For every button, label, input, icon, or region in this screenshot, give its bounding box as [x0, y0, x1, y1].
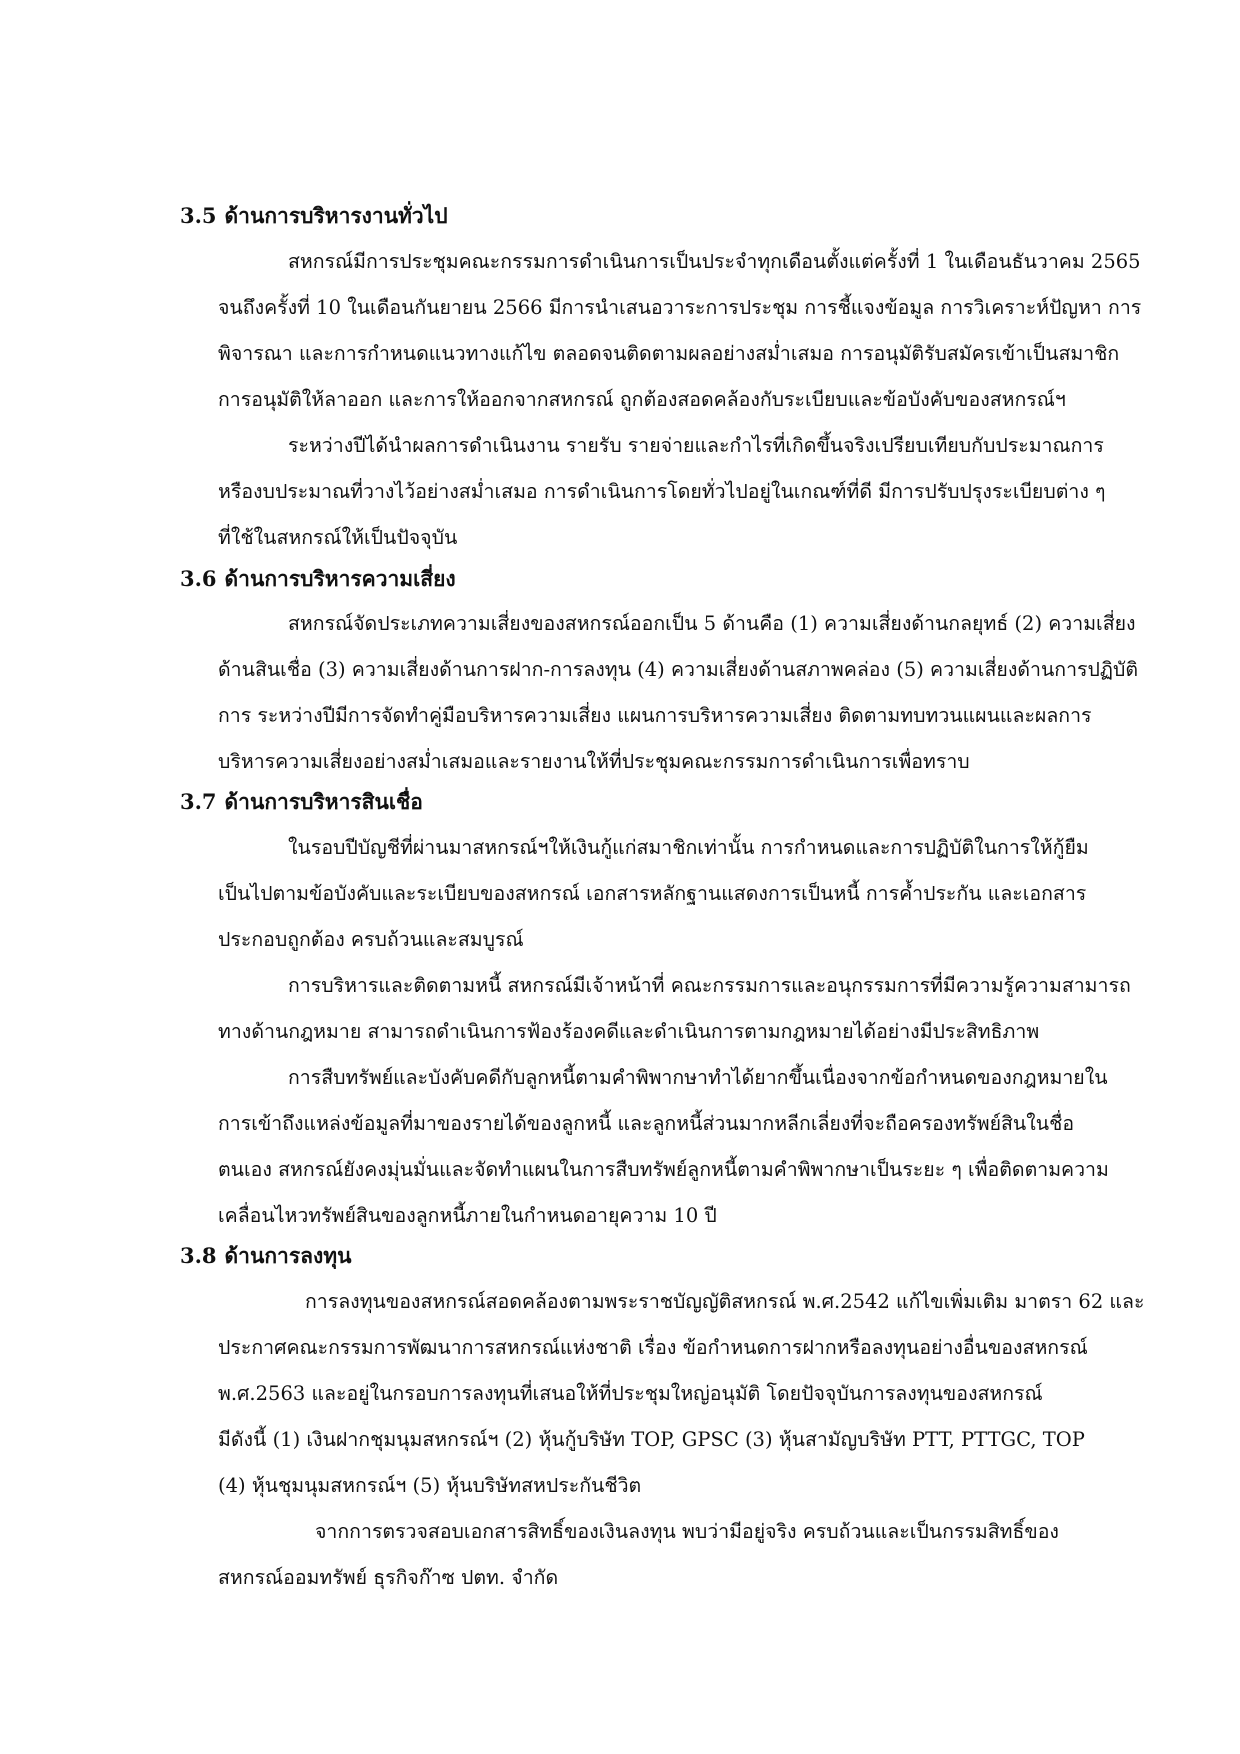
section-title: ด้านการบริหารงานทั่วไป [224, 203, 448, 228]
section-heading [180, 1240, 351, 1273]
section-number: 3.7 [180, 789, 217, 814]
paragraph-line: จนถึงครั้งที่ 10 ในเดือนกันยายน 2566 มีการนำเสนอวาระการประชุม การชี้แจงข้อมูล การวิเคราะห์ปัญหา การ [218, 296, 1142, 319]
paragraph-line: (4) หุ้นชุมนุมสหกรณ์ฯ (5) หุ้นบริษัทสหประกันชีวิต [218, 1474, 642, 1497]
section-title: ด้านการบริหารสินเชื่อ [224, 789, 423, 814]
paragraph-line: หรืองบประมาณที่วางไว้อย่างสม่ำเสมอ การดำเนินการโดยทั่วไปอยู่ในเกณฑ์ที่ดี มีการปรับปรุงระเบียบต่าง ๆ [218, 480, 1106, 503]
paragraph-line: เคลื่อนไหวทรัพย์สินของลูกหนี้ภายในกำหนดอายุความ 10 ปี [218, 1204, 717, 1227]
paragraph-line: ประกาศคณะกรรมการพัฒนาการสหกรณ์แห่งชาติ เรื่อง ข้อกำหนดการฝากหรือลงทุนอย่างอื่นของสหกรณ์ [218, 1336, 1088, 1359]
paragraph-line: ประกอบถูกต้อง ครบถ้วนและสมบูรณ์ [218, 928, 524, 951]
paragraph-line: พ.ศ.2563 และอยู่ในกรอบการลงทุนที่เสนอให้ที่ประชุมใหญ่อนุมัติ โดยปัจจุบันการลงทุนของสหกรณ์ [218, 1382, 1043, 1405]
paragraph-line: ที่ใช้ในสหกรณ์ให้เป็นปัจจุบัน [218, 526, 458, 549]
paragraph-line: การบริหารและติดตามหนี้ สหกรณ์มีเจ้าหน้าที่ คณะกรรมการและอนุกรรมการที่มีความรู้ความสามารถ [288, 974, 1131, 997]
paragraph-line: บริหารความเสี่ยงอย่างสม่ำเสมอและรายงานให้ที่ประชุมคณะกรรมการดำเนินการเพื่อทราบ [218, 750, 970, 773]
section-title: ด้านการบริหารความเสี่ยง [224, 566, 456, 591]
paragraph-line: การอนุมัติให้ลาออก และการให้ออกจากสหกรณ์ ถูกต้องสอดคล้องกับระเบียบและข้อบังคับของสหกรณ์ฯ [218, 388, 1066, 411]
paragraph-line: การเข้าถึงแหล่งข้อมูลที่มาของรายได้ของลูกหนี้ และลูกหนี้ส่วนมากหลีกเลี่ยงที่จะถือครองทรัพย์สินในชื่อ [218, 1112, 1075, 1135]
section-number: 3.5 [180, 203, 217, 228]
paragraph-line: สหกรณ์จัดประเภทความเสี่ยงของสหกรณ์ออกเป็น 5 ด้านคือ (1) ความเสี่ยงด้านกลยุทธ์ (2) ความเสี่ยง [288, 612, 1136, 635]
paragraph-line: สหกรณ์ออมทรัพย์ ธุรกิจก๊าซ ปตท. จำกัด [218, 1566, 559, 1589]
paragraph-line: ตนเอง สหกรณ์ยังคงมุ่นมั่นและจัดทำแผนในการสืบทรัพย์ลูกหนี้ตามคำพิพากษาเป็นระยะ ๆ เพื่อติดตามความ [218, 1158, 1109, 1181]
paragraph-line: การลงทุนของสหกรณ์สอดคล้องตามพระราชบัญญัติสหกรณ์ พ.ศ.2542 แก้ไขเพิ่มเติม มาตรา 62 และ [305, 1290, 1145, 1313]
paragraph-line: พิจารณา และการกำหนดแนวทางแก้ไข ตลอดจนติดตามผลอย่างสม่ำเสมอ การอนุมัติรับสมัครเข้าเป็นสมาชิก [218, 342, 1120, 365]
paragraph-line: ในรอบปีบัญชีที่ผ่านมาสหกรณ์ฯให้เงินกู้แก่สมาชิกเท่านั้น การกำหนดและการปฏิบัติในการให้กู้ยืม [288, 836, 1089, 859]
paragraph-line: การ ระหว่างปีมีการจัดทำคู่มือบริหารความเสี่ยง แผนการบริหารความเสี่ยง ติดตามทบทวนแผนและผลการ [218, 704, 1092, 727]
section-heading [180, 563, 456, 596]
paragraph-line: สหกรณ์มีการประชุมคณะกรรมการดำเนินการเป็นประจำทุกเดือนตั้งแต่ครั้งที่ 1 ในเดือนธันวาคม 2565 [288, 250, 1141, 273]
paragraph-line: ทางด้านกฎหมาย สามารถดำเนินการฟ้องร้องคดีและดำเนินการตามกฎหมายได้อย่างมีประสิทธิภาพ [218, 1020, 1040, 1043]
section-heading [180, 200, 448, 233]
section-number: 3.8 [180, 1243, 217, 1268]
paragraph-line: จากการตรวจสอบเอกสารสิทธิ์ของเงินลงทุน พบว่ามีอยู่จริง ครบถ้วนและเป็นกรรมสิทธิ์ของ [315, 1520, 1059, 1543]
section-number: 3.6 [180, 566, 217, 591]
paragraph-line: ระหว่างปีได้นำผลการดำเนินงาน รายรับ รายจ่ายและกำไรที่เกิดขึ้นจริงเปรียบเทียบกับประมาณการ [288, 434, 1104, 457]
section-heading [180, 786, 423, 819]
paragraph-line: การสืบทรัพย์และบังคับคดีกับลูกหนี้ตามคำพิพากษาทำได้ยากขึ้นเนื่องจากข้อกำหนดของกฎหมายใน [288, 1066, 1108, 1089]
paragraph-line: ด้านสินเชื่อ (3) ความเสี่ยงด้านการฝาก-การลงทุน (4) ความเสี่ยงด้านสภาพคล่อง (5) ความเสี่ยงด้านการปฏิบัติ [218, 658, 1139, 681]
paragraph-line: มีดังนี้ (1) เงินฝากชุมนุมสหกรณ์ฯ (2) หุ้นกู้บริษัท TOP, GPSC (3) หุ้นสามัญบริษัท PTT, PTTGC, TOP [218, 1428, 1085, 1451]
paragraph-line: เป็นไปตามข้อบังคับและระเบียบของสหกรณ์ เอกสารหลักฐานแสดงการเป็นหนี้ การค้ำประกัน และเอกสาร [218, 882, 1087, 905]
section-title: ด้านการลงทุน [224, 1243, 352, 1268]
